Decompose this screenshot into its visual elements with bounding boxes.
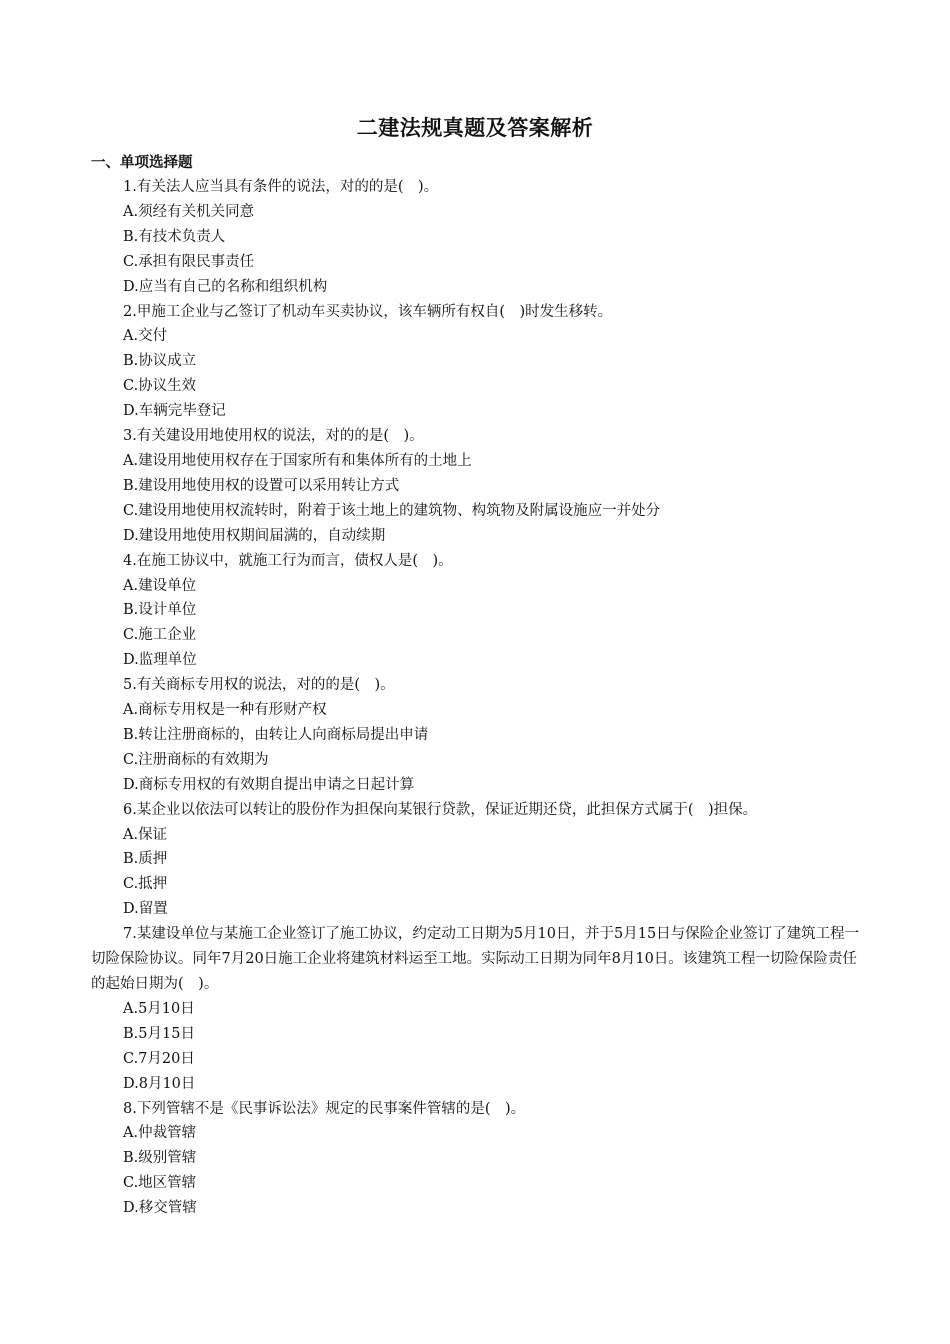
question-list — [91, 175, 863, 1221]
answer-option: C.地区管辖 — [123, 1175, 197, 1192]
answer-option: B.级别管辖 — [123, 1150, 197, 1167]
answer-option: A.商标专用权是一种有形财产权 — [123, 702, 327, 719]
document-title: 二建法规真题及答案解析 — [356, 116, 594, 140]
question-stem: 2.甲施工企业与乙签订了机动车买卖协议，该车辆所有权自( )时发生移转。 — [123, 303, 613, 320]
answer-option: A.建设单位 — [123, 577, 197, 594]
answer-option: D.监理单位 — [123, 652, 197, 669]
answer-option: B.设计单位 — [123, 602, 197, 619]
answer-option: A.仲裁管辖 — [123, 1125, 197, 1142]
answer-option: D.8月10日 — [123, 1075, 196, 1092]
answer-option: A.保证 — [123, 826, 168, 843]
answer-option: D.车辆完毕登记 — [123, 403, 226, 420]
answer-option: B.协议成立 — [123, 353, 197, 370]
answer-option: B.5月15日 — [123, 1025, 195, 1042]
answer-option: D.商标专用权的有效期自提出申请之日起计算 — [123, 776, 415, 793]
answer-option: C.注册商标的有效期为 — [123, 751, 269, 768]
question-stem: 8.下列管辖不是《民事诉讼法》规定的民事案件管辖的是( )。 — [123, 1100, 526, 1117]
answer-option: C.建设用地使用权流转时，附着于该土地上的建筑物、构筑物及附属设施应一并处分 — [123, 502, 661, 519]
answer-option: C.抵押 — [123, 876, 168, 893]
question-stem: 6.某企业以依法可以转让的股份作为担保向某银行贷款，保证近期还贷，此担保方式属于( )担保。 — [123, 801, 758, 818]
answer-option: A.交付 — [123, 328, 168, 345]
answer-option: A.5月10日 — [123, 1000, 195, 1017]
question-stem: 3.有关建设用地使用权的说法，对的的是( )。 — [123, 428, 424, 445]
answer-option: D.建设用地使用权期间届满的，自动续期 — [123, 527, 386, 544]
answer-option: A.建设用地使用权存在于国家所有和集体所有的土地上 — [123, 452, 472, 469]
question-stem: 1.有关法人应当具有条件的说法，对的的是( )。 — [123, 179, 439, 195]
answer-option: B.有技术负责人 — [123, 228, 226, 245]
answer-option: B.建设用地使用权的设置可以采用转让方式 — [123, 477, 400, 494]
question-stem: 4.在施工协议中，就施工行为而言，债权人是( )。 — [123, 552, 453, 569]
answer-option: B.质押 — [123, 851, 168, 868]
answer-option: B.转让注册商标的，由转让人向商标局提出申请 — [123, 726, 429, 743]
question-stem: 5.有关商标专用权的说法，对的的是( )。 — [123, 677, 395, 694]
answer-option: C.施工企业 — [123, 627, 197, 644]
answer-option: D.移交管辖 — [123, 1200, 197, 1217]
answer-option: C.7月20日 — [123, 1050, 195, 1067]
answer-option: C.承担有限民事责任 — [123, 253, 255, 270]
section-heading: 一、单项选择题 — [91, 155, 193, 171]
question-stem: 7.某建设单位与某施工企业签订了施工协议，约定动工日期为5月10日，并于5月15日与保险企业签订了建筑工程一切险保险协议。同年7月20日施工企业将建筑材料运至工地。实际动工日期为同年8月10日。该建筑工程一切险保险责任的起始日期为( )。 — [91, 926, 860, 992]
answer-option: A.须经有关机关同意 — [123, 203, 255, 220]
answer-option: C.协议生效 — [123, 378, 197, 395]
answer-option: D.应当有自己的名称和组织机构 — [123, 278, 328, 295]
answer-option: D.留置 — [123, 901, 168, 918]
